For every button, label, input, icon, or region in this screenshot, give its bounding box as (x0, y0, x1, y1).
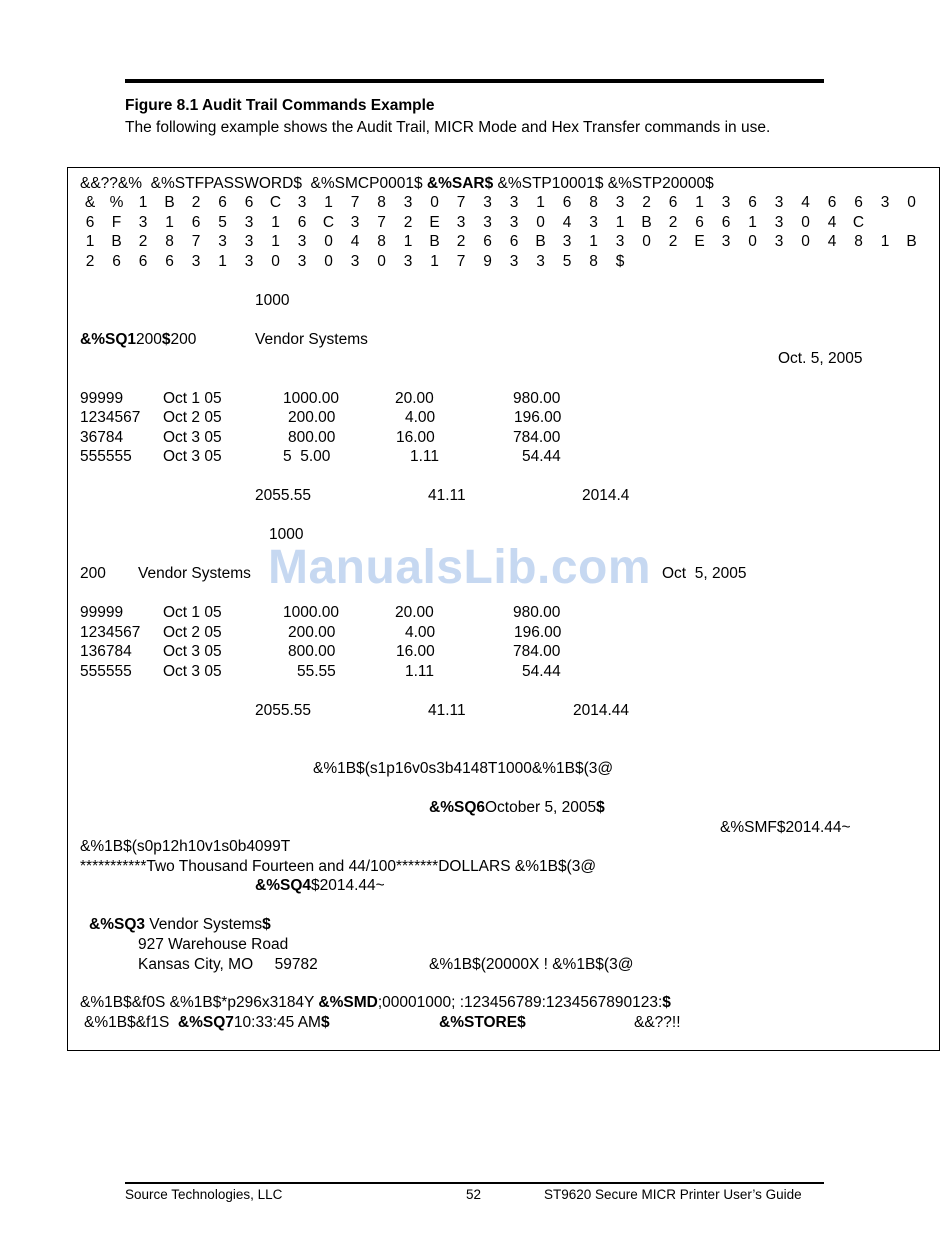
hex-char: 3 (509, 253, 519, 270)
hex-char: 1 (589, 233, 598, 250)
hex-char: 6 (483, 233, 492, 250)
table-cell: 36784 (80, 429, 124, 446)
hex-char: 3 (483, 194, 492, 211)
table-cell: 99999 (80, 604, 124, 621)
top-rule (125, 79, 824, 83)
micr-escape: &%1B$(20000X ! &%1B$(3@ (429, 956, 634, 973)
hex-char: 4 (801, 194, 810, 211)
hex-char: C (852, 214, 865, 231)
smd-line: &%1B$&f0S &%1B$*p296x3184Y &%SMD;00001000; :123456789:1234567890123:$ (80, 994, 671, 1011)
hex-char: 7 (191, 233, 201, 250)
total-discount-2: 41.11 (428, 702, 466, 719)
address-line-2: Kansas City, MO 59782 (138, 956, 318, 973)
end-command: &&??!! (634, 1014, 681, 1031)
table-cell: 555555 (80, 663, 132, 680)
table-cell: 16.00 (396, 643, 435, 660)
vendor-id-2: 200 (80, 565, 106, 582)
table-cell: 555555 (80, 448, 132, 465)
hex-char: 2 (85, 253, 95, 270)
total-discount: 41.11 (428, 487, 466, 504)
hex-char: 0 (801, 233, 810, 250)
hex-char: 7 (456, 253, 466, 270)
table-cell: Oct 3 05 (163, 448, 222, 465)
sq4-command: &%SQ4$2014.44~ (255, 877, 385, 894)
hex-char: 1 (138, 194, 148, 211)
hex-char: 6 (138, 253, 148, 270)
hex-char: 3 (138, 214, 148, 231)
hex-char: 5 (562, 253, 572, 270)
table-cell: Oct 1 05 (163, 390, 222, 407)
hex-char: 1 (218, 253, 227, 270)
hex-char: 0 (642, 233, 651, 250)
hex-char: 8 (589, 194, 598, 211)
hex-char: 3 (721, 233, 731, 250)
hex-char: 3 (509, 194, 519, 211)
sq1-command: &%SQ1200$200 (80, 331, 197, 348)
hex-char: 3 (403, 253, 413, 270)
table-cell: 196.00 (514, 409, 562, 426)
hex-char: E (694, 233, 705, 250)
hex-char: 8 (165, 233, 174, 250)
hex-char: 3 (880, 194, 890, 211)
hex-char: 6 (191, 214, 201, 231)
hex-char: 3 (403, 194, 413, 211)
table-cell: 784.00 (513, 429, 561, 446)
hex-char: 0 (536, 214, 545, 231)
hex-char: 2 (403, 214, 413, 231)
hex-row-4 (80, 253, 637, 271)
hex-char: 6 (721, 214, 731, 231)
hex-char: 3 (509, 214, 519, 231)
hex-char: 1 (880, 233, 890, 250)
sq6-command: &%SQ6October 5, 2005$ (429, 799, 605, 816)
table-cell: 800.00 (288, 429, 336, 446)
hex-char: 3 (589, 214, 598, 231)
footer-company: Source Technologies, LLC (125, 1187, 283, 1202)
hex-char: 4 (562, 214, 572, 231)
hex-char: 8 (377, 194, 386, 211)
hex-char: 3 (244, 233, 254, 250)
hex-char: 8 (377, 233, 386, 250)
hex-char: 2 (668, 233, 678, 250)
table-cell: 980.00 (513, 390, 561, 407)
escape-sequence-font-2: &%1B$(s0p12h10v1s0b4099T (80, 838, 291, 855)
hex-char: 0 (801, 214, 810, 231)
table-cell: 1000.00 (283, 390, 340, 407)
table-cell: Oct 2 05 (163, 624, 222, 641)
footer-rule (125, 1182, 824, 1184)
table-cell: 20.00 (395, 604, 434, 621)
hex-char: 3 (350, 214, 360, 231)
hex-char: B (535, 233, 546, 250)
hex-char: 7 (456, 194, 466, 211)
hex-char: 1 (324, 194, 333, 211)
table-cell: 196.00 (514, 624, 562, 641)
table-cell: Oct 3 05 (163, 429, 222, 446)
figure-description: The following example shows the Audit Trail, MICR Mode and Hex Transfer commands in use. (125, 119, 771, 136)
hex-char: B (906, 233, 917, 250)
vendor-name-2: Vendor Systems (138, 565, 251, 582)
hex-char: 2 (668, 214, 678, 231)
hex-char: 6 (509, 233, 519, 250)
hex-char: 3 (456, 214, 466, 231)
sq7-line: &%1B$&f1S &%SQ710:33:45 AM$ (84, 1014, 330, 1031)
hex-char: 3 (350, 253, 360, 270)
hex-char: 6 (297, 214, 307, 231)
check-date-2: Oct 5, 2005 (662, 565, 747, 582)
table-cell: Oct 2 05 (163, 409, 222, 426)
hex-char: 6 (748, 194, 757, 211)
check-amount: 1000 (255, 292, 290, 309)
table-cell: 54.44 (522, 663, 561, 680)
escape-sequence-font: &%1B$(s1p16v0s3b4148T1000&%1B$(3@ (313, 760, 614, 777)
hex-char: 3 (297, 253, 307, 270)
smf-command: &%SMF$2014.44~ (720, 819, 851, 836)
hex-char: 6 (668, 194, 678, 211)
hex-char: 4 (827, 233, 837, 250)
hex-char: 0 (324, 253, 333, 270)
hex-char: 3 (483, 214, 492, 231)
hex-char: 6 (165, 253, 174, 270)
table-cell: 5 5.00 (283, 448, 331, 465)
hex-char: 3 (774, 214, 784, 231)
hex-char: 1 (85, 233, 95, 250)
hex-char: 6 (695, 214, 704, 231)
hex-char: F (111, 214, 122, 231)
hex-char: 3 (297, 233, 307, 250)
hex-char: 0 (748, 233, 757, 250)
hex-char: 1 (271, 214, 280, 231)
hex-char: 3 (191, 253, 201, 270)
hex-char: 7 (377, 214, 386, 231)
table-cell: 1.11 (405, 663, 435, 680)
hex-char: 1 (695, 194, 704, 211)
hex-char: 8 (854, 233, 863, 250)
total-gross-2: 2055.55 (255, 702, 312, 719)
hex-char: 6 (854, 194, 863, 211)
table-cell: 4.00 (405, 624, 436, 641)
hex-char: 4 (827, 214, 837, 231)
table-cell: 4.00 (405, 409, 436, 426)
hex-char: 3 (562, 233, 572, 250)
table-cell: Oct 1 05 (163, 604, 222, 621)
page-number: 52 (466, 1187, 482, 1202)
table-cell: 1234567 (80, 624, 141, 641)
hex-char: 6 (244, 194, 254, 211)
figure-title: Figure 8.1 Audit Trail Commands Example (125, 97, 435, 114)
store-command: &%STORE$ (439, 1014, 526, 1031)
table-cell: 16.00 (396, 429, 435, 446)
hex-char: 3 (774, 194, 784, 211)
hex-char: 3 (244, 253, 254, 270)
hex-char: 7 (350, 194, 360, 211)
hex-char: & (84, 194, 96, 211)
hex-char: % (109, 194, 124, 211)
hex-char: C (322, 214, 335, 231)
table-cell: 1234567 (80, 409, 141, 426)
hex-char: 3 (774, 233, 784, 250)
table-cell: 136784 (80, 643, 132, 660)
hex-char: 6 (827, 194, 837, 211)
hex-char: E (429, 214, 440, 231)
total-net-2: 2014.44 (573, 702, 630, 719)
total-gross: 2055.55 (255, 487, 312, 504)
hex-char: 3 (615, 194, 625, 211)
hex-char: $ (615, 253, 625, 270)
hex-char: 3 (218, 233, 227, 250)
table-cell: Oct 3 05 (163, 663, 222, 680)
vendor-name: Vendor Systems (255, 331, 368, 348)
table-cell: 1.11 (410, 448, 440, 465)
table-cell: 20.00 (395, 390, 434, 407)
hex-char: 8 (589, 253, 598, 270)
hex-char: 1 (271, 233, 280, 250)
hex-char: 1 (536, 194, 545, 211)
footer-guide-title: ST9620 Secure MICR Printer User’s Guide (544, 1187, 802, 1202)
hex-char: 0 (430, 194, 439, 211)
address-line-1: 927 Warehouse Road (138, 936, 289, 953)
hex-char: B (111, 233, 122, 250)
table-cell: 99999 (80, 390, 124, 407)
hex-row-3 (80, 233, 928, 251)
hex-char: 3 (297, 194, 307, 211)
table-cell: 54.44 (522, 448, 561, 465)
table-cell: 200.00 (288, 624, 336, 641)
hex-char: 6 (562, 194, 572, 211)
hex-char: 0 (907, 194, 916, 211)
table-cell: Oct 3 05 (163, 643, 222, 660)
hex-char: C (269, 194, 282, 211)
hex-char: B (164, 194, 175, 211)
total-net: 2014.4 (582, 487, 630, 504)
hex-char: 3 (721, 194, 731, 211)
sq3-command: &%SQ3 Vendor Systems$ (89, 916, 271, 933)
watermark: ManualsLib.com (268, 541, 652, 594)
check-date: Oct. 5, 2005 (778, 350, 863, 367)
hex-char: 1 (430, 253, 439, 270)
hex-char: 4 (350, 233, 360, 250)
hex-char: 2 (138, 233, 148, 250)
hex-char: 0 (271, 253, 280, 270)
hex-char: 1 (403, 233, 413, 250)
table-cell: 200.00 (288, 409, 336, 426)
hex-char: 3 (244, 214, 254, 231)
hex-row-1 (80, 194, 928, 212)
hex-char: 0 (324, 233, 333, 250)
table-cell: 55.55 (297, 663, 336, 680)
table-cell: 800.00 (288, 643, 336, 660)
hex-char: 1 (165, 214, 174, 231)
hex-char: 2 (456, 233, 466, 250)
hex-char: 5 (218, 214, 227, 231)
hex-char: 2 (642, 194, 651, 211)
check-amount-2: 1000 (269, 526, 304, 543)
hex-char: 1 (748, 214, 757, 231)
hex-char: 2 (191, 194, 201, 211)
hex-char: 9 (483, 253, 492, 270)
hex-char: 6 (218, 194, 227, 211)
hex-char: B (641, 214, 652, 231)
hex-char: 0 (377, 253, 386, 270)
hex-char: B (429, 233, 440, 250)
table-cell: 1000.00 (283, 604, 340, 621)
table-cell: 980.00 (513, 604, 561, 621)
amount-in-words: ***********Two Thousand Fourteen and 44/100*******DOLLARS &%1B$(3@ (80, 858, 597, 875)
command-line-1: &&??&% &%STFPASSWORD$ &%SMCP0001$ &%SAR$ &%STP10001$ &%STP20000$ (80, 175, 714, 192)
hex-char: 3 (615, 233, 625, 250)
hex-char: 6 (85, 214, 95, 231)
hex-char: 6 (112, 253, 121, 270)
hex-char: 3 (536, 253, 545, 270)
table-cell: 784.00 (513, 643, 561, 660)
hex-char: 1 (615, 214, 625, 231)
hex-row-2 (80, 214, 875, 232)
